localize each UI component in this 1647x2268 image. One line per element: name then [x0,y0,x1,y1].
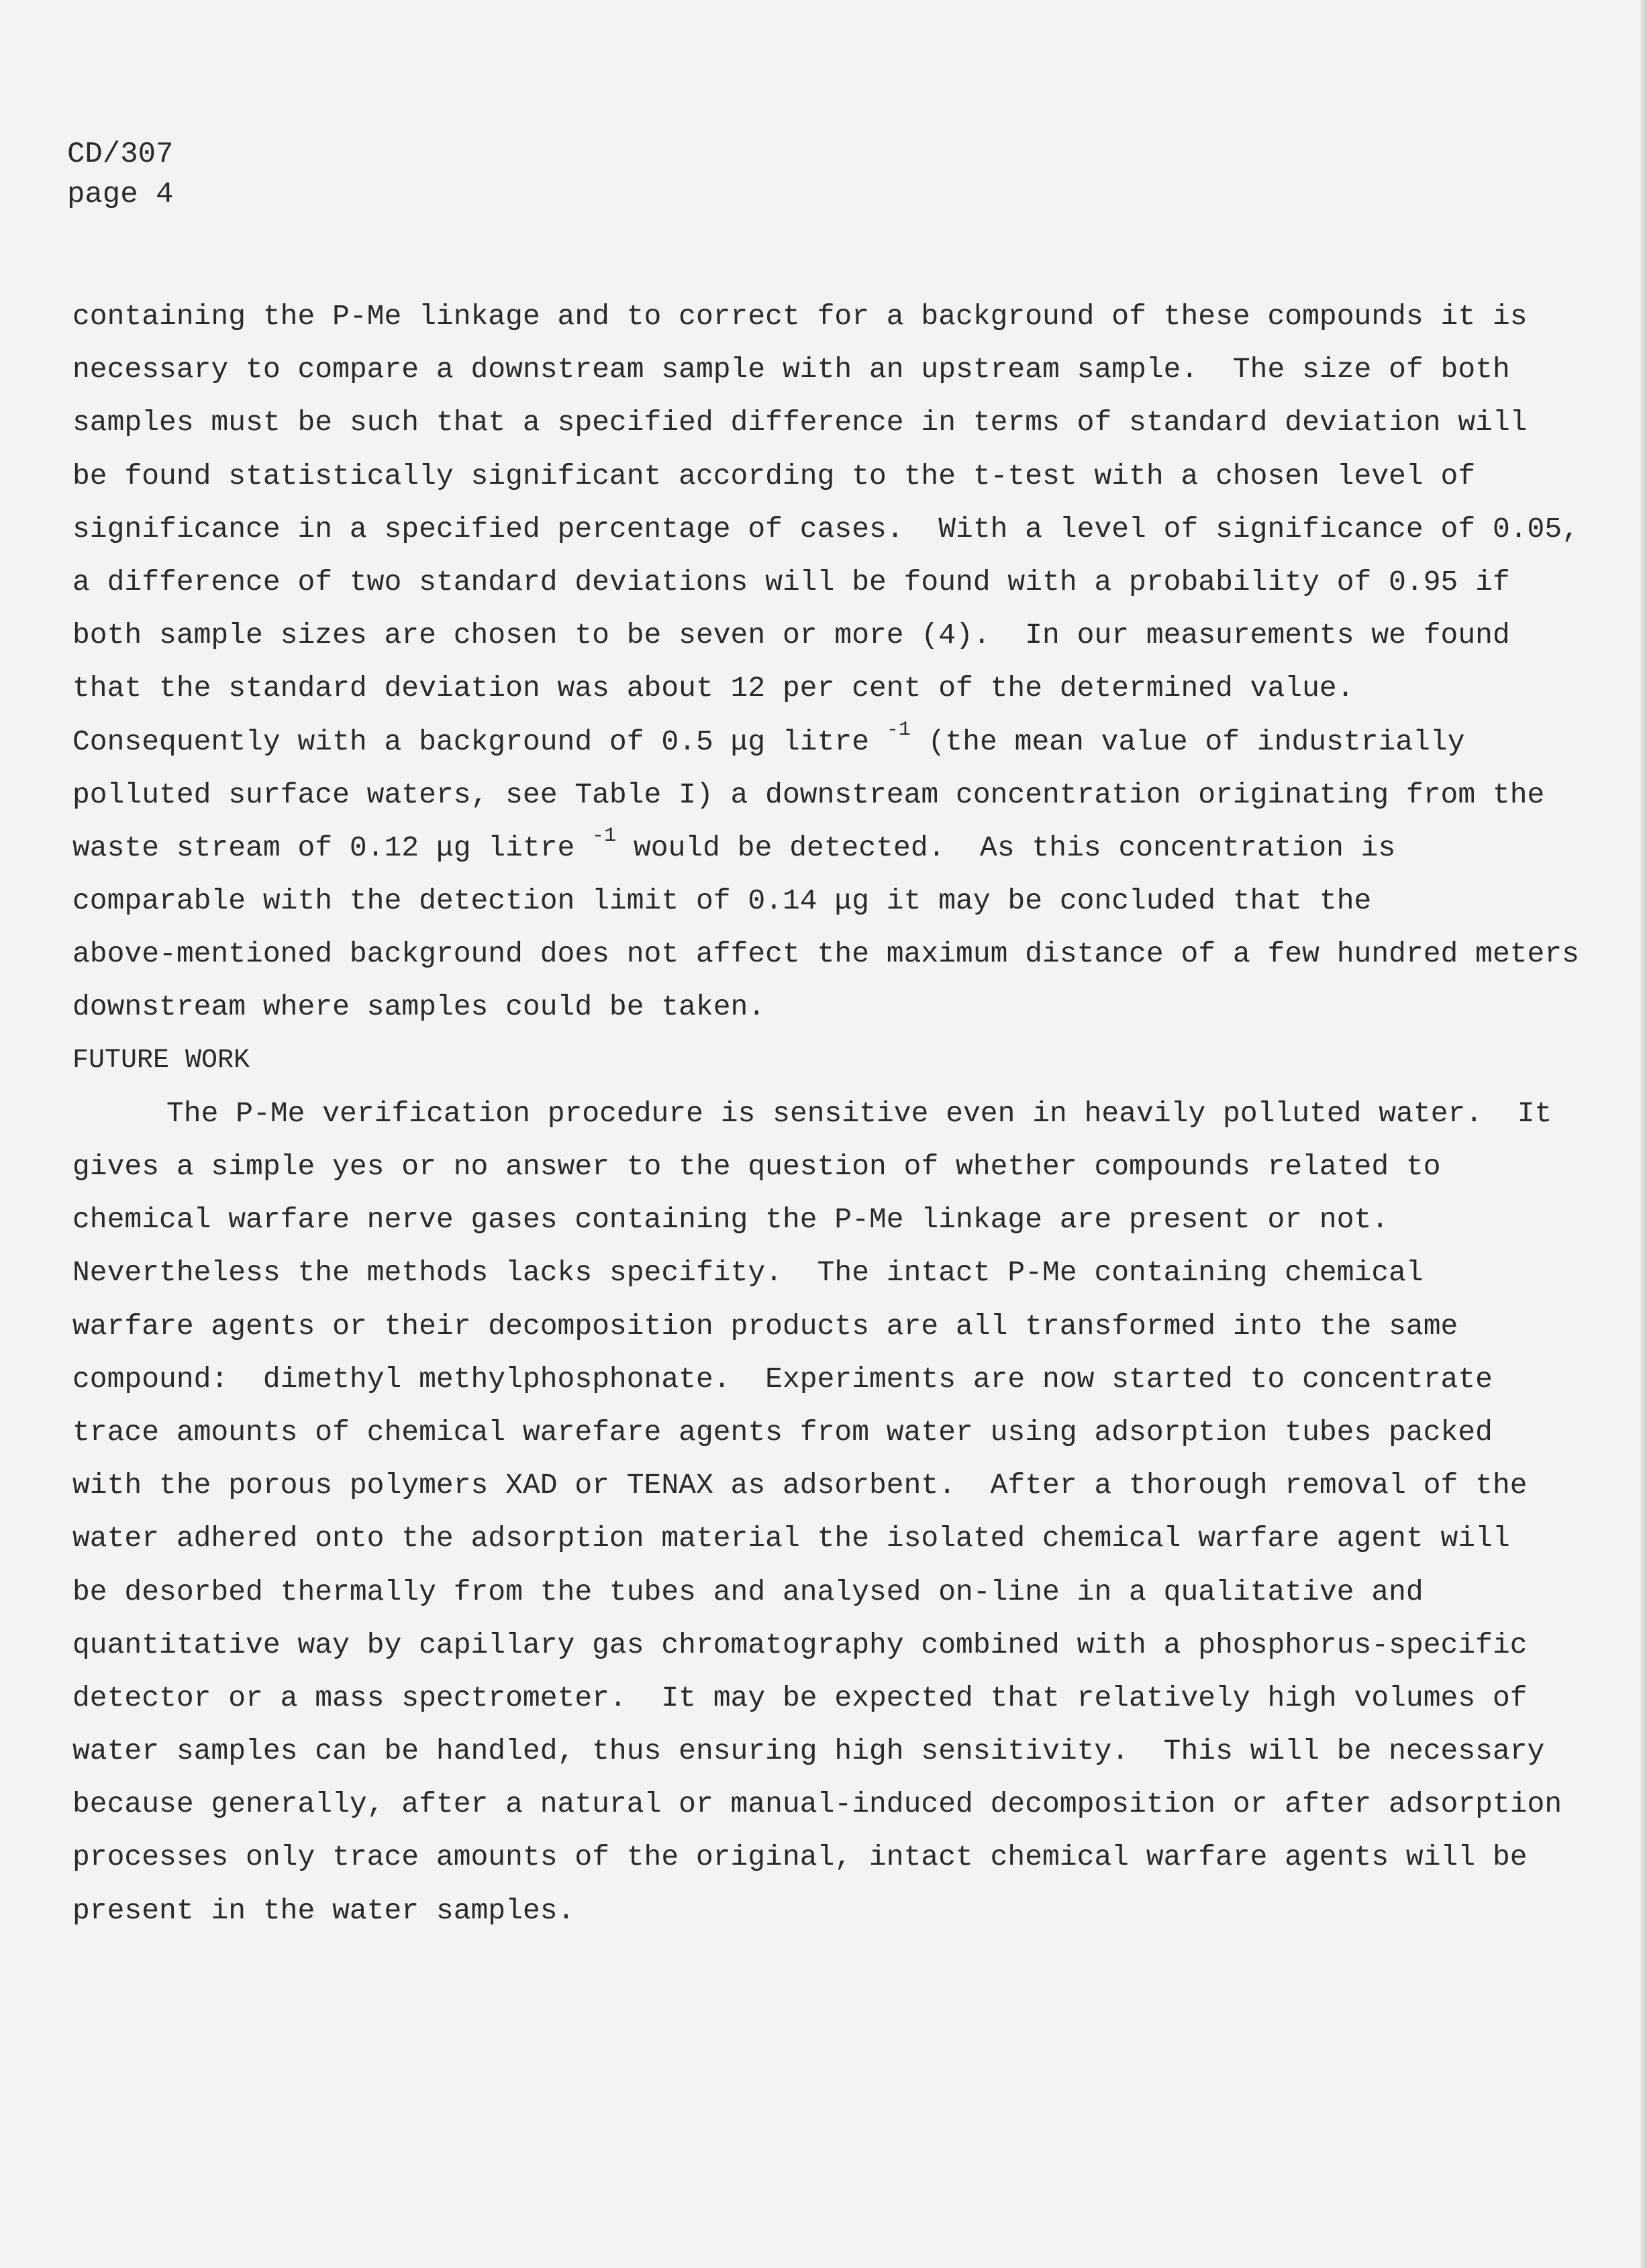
text-line: significance in a specified percentage of cases. With a level of significance of 0.05, [72,512,1579,546]
text-line: necessary to compare a downstream sample with an upstream sample. The size of both [72,353,1510,386]
page-header [67,134,173,215]
text-line [72,821,1583,874]
text-line: a difference of two standard deviations will be found with a probability of 0.95 if [72,565,1510,599]
exponent: -1 [886,718,911,741]
text-line: containing the P-Me linkage and to correct for a background of these compounds it is [72,300,1528,333]
text-line: because generally, after a natural or manual-induced decomposition or after adsorption [72,1788,1562,1821]
text-segment: Consequently with a background of 0.5 μg litre [72,725,887,758]
section-heading-future-work: FUTURE WORK [72,1045,250,1076]
text-line: be desorbed thermally from the tubes and analysed on-line in a qualitative and [72,1575,1424,1608]
text-line: comparable with the detection limit of 0.14 μg it may be concluded that the [72,884,1372,918]
text-line: above-mentioned background does not affect the maximum distance of a few hundred meters [72,937,1579,971]
text-segment: (the mean value of industrially [910,725,1465,758]
document-reference: CD/307 [67,138,174,171]
paragraph-future-work [72,1087,1583,1937]
exponent: -1 [592,824,617,847]
text-line: detector or a mass spectrometer. It may be expected that relatively high volumes of [72,1681,1528,1714]
text-line: The P-Me verification procedure is sensitive even in heavily polluted water. It [166,1096,1552,1130]
text-line: that the standard deviation was about 12 per cent of the determined value. [72,672,1354,705]
paragraph-detection-limit [72,290,1583,1034]
text-line: warfare agents or their decomposition products are all transformed into the same [72,1309,1458,1343]
text-line: water adhered onto the adsorption material the isolated chemical warfare agent will [72,1522,1510,1555]
text-line: Nevertheless the methods lacks specifity. The intact P-Me containing chemical [72,1256,1424,1290]
text-line: chemical warfare nerve gases containing the P-Me linkage are present or not. [72,1203,1389,1237]
text-segment: waste stream of 0.12 μg litre [72,831,593,864]
text-line: water samples can be handled, thus ensuring high sensitivity. This will be necessary [72,1735,1545,1768]
text-line: quantitative way by capillary gas chromatography combined with a phosphorus-specific [72,1628,1528,1661]
text-line: both sample sizes are chosen to be seven or more (4). In our measurements we found [72,619,1510,652]
text-line: processes only trace amounts of the original, intact chemical warfare agents will be [72,1841,1528,1874]
document-body [72,290,1583,1937]
text-line: polluted surface waters, see Table I) a downstream concentration originating from the [72,778,1545,811]
text-line: downstream where samples could be taken. [72,990,766,1024]
page-number: page 4 [67,178,174,211]
text-line: gives a simple yes or no answer to the question of whether compounds related to [72,1150,1441,1183]
text-line: present in the water samples. [72,1894,575,1927]
text-line: compound: dimethyl methylphosphonate. Experiments are now started to concentrate [72,1362,1493,1396]
page-edge-shadow [1640,0,1647,2268]
text-line: with the porous polymers XAD or TENAX as adsorbent. After a thorough removal of the [72,1469,1528,1502]
text-line: samples must be such that a specified difference in terms of standard deviation will [72,406,1528,440]
text-line: be found statistically significant according to the t-test with a chosen level of [72,459,1476,493]
text-segment: would be detected. As this concentration is [616,831,1396,864]
text-line: trace amounts of chemical warefare agents from water using adsorption tubes packed [72,1415,1493,1449]
text-line [72,715,1583,768]
